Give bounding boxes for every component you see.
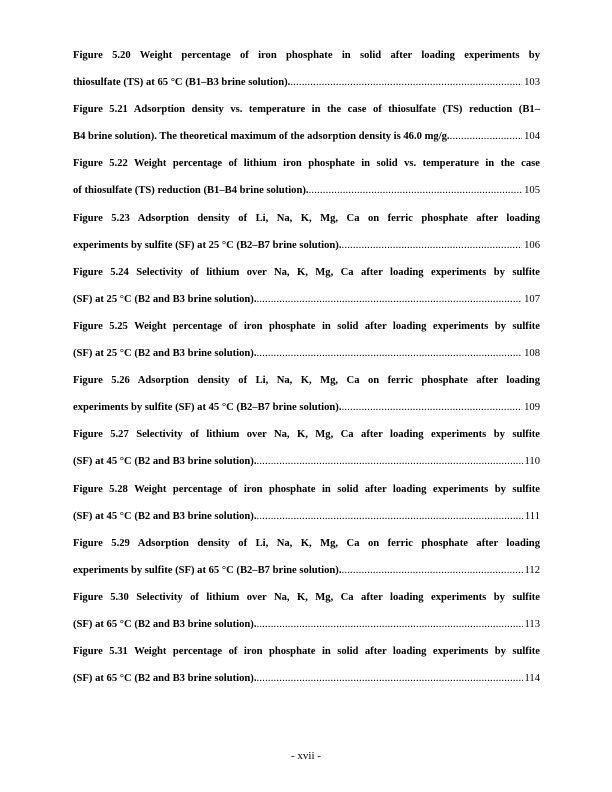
- figure-page-number[interactable]: 104: [524, 131, 540, 143]
- dot-leader: [450, 130, 523, 144]
- dot-leader: [256, 455, 522, 469]
- figure-caption-end: of thiosulfate (TS) reduction (B1–B4 brine solution).: [73, 185, 309, 197]
- figure-entry-line2[interactable]: [73, 293, 540, 307]
- figure-entry-line1[interactable]: Figure 5.29 Adsorption density of Li, Na, K, Mg, Ca on ferric phosphate after loading: [73, 537, 540, 549]
- figure-entry-line2[interactable]: [73, 347, 540, 361]
- figure-caption-end: (SF) at 65 °C (B2 and B3 brine solution).: [73, 673, 257, 685]
- figure-caption-end: (SF) at 65 °C (B2 and B3 brine solution).: [73, 619, 257, 630]
- figure-page-number[interactable]: 112: [524, 564, 540, 576]
- figure-entry-line2[interactable]: [73, 130, 540, 144]
- figure-entry-line2[interactable]: [73, 618, 540, 632]
- figure-entry-line1[interactable]: Figure 5.27 Selectivity of lithium over Na, K, Mg, Ca after loading experiments by sulfite: [73, 429, 540, 441]
- figure-entry-line2[interactable]: [73, 184, 540, 198]
- figure-entry-line1[interactable]: Figure 5.26 Adsorption density of Li, Na, K, Mg, Ca on ferric phosphate after loading: [73, 375, 540, 387]
- figure-caption-end: (SF) at 45 °C (B2 and B3 brine solution).: [73, 456, 257, 468]
- page-number: - xvii -: [291, 750, 321, 762]
- dot-leader: [342, 239, 523, 253]
- figure-entry-line2[interactable]: [73, 510, 540, 524]
- figure-entry-line2[interactable]: [73, 672, 540, 686]
- figure-page-number[interactable]: 105: [524, 185, 540, 197]
- figure-page-number[interactable]: 107: [524, 293, 540, 305]
- figure-entry-line2[interactable]: [73, 564, 540, 578]
- figure-caption-end: experiments by sulfite (SF) at 25 °C (B2–B7 brine solution).: [73, 239, 342, 251]
- figure-entry-line2[interactable]: [73, 401, 540, 415]
- figure-caption-end: B4 brine solution). The theoretical maximum of the adsorption density is 46.0 mg/g.: [73, 131, 450, 143]
- figure-entry-line1[interactable]: Figure 5.20 Weight percentage of iron phosphate in solid after loading experiments by: [73, 50, 540, 61]
- figure-entry-line1[interactable]: Figure 5.28 Weight percentage of iron phosphate in solid after loading experiments by sulfite: [73, 483, 540, 495]
- figure-caption-end: experiments by sulfite (SF) at 45 °C (B2–B7 brine solution).: [73, 402, 342, 414]
- figure-caption-end: thiosulfate (TS) at 65 °C (B1–B3 brine solution).: [73, 77, 291, 88]
- dot-leader: [290, 76, 522, 90]
- figure-page-number[interactable]: 103: [524, 77, 540, 88]
- figure-entry-line1[interactable]: Figure 5.25 Weight percentage of iron phosphate in solid after loading experiments by sulfite: [73, 321, 540, 332]
- figure-page-number[interactable]: 108: [524, 348, 540, 359]
- figure-caption-end: (SF) at 25 °C (B2 and B3 brine solution).: [73, 293, 257, 305]
- dot-leader: [256, 293, 522, 307]
- figure-page-number[interactable]: 113: [524, 619, 540, 630]
- figure-entry-line1[interactable]: Figure 5.22 Weight percentage of lithium iron phosphate in solid vs. temperature in the case: [73, 158, 540, 170]
- figure-caption-end: (SF) at 25 °C (B2 and B3 brine solution).: [73, 348, 257, 359]
- figure-entry-line1[interactable]: Figure 5.23 Adsorption density of Li, Na, K, Mg, Ca on ferric phosphate after loading: [73, 212, 540, 224]
- dot-leader: [256, 672, 522, 686]
- figure-page-number[interactable]: 111: [524, 510, 540, 522]
- dot-leader: [342, 564, 523, 578]
- figure-page-number[interactable]: 109: [524, 402, 540, 414]
- figure-entry-line2[interactable]: [73, 76, 540, 90]
- dot-leader: [309, 184, 523, 198]
- figure-page-number[interactable]: 110: [524, 456, 540, 468]
- figure-page-number[interactable]: 106: [524, 239, 540, 251]
- dot-leader: [342, 401, 523, 415]
- figure-caption-end: (SF) at 45 °C (B2 and B3 brine solution).: [73, 510, 257, 522]
- figure-entry-line1[interactable]: Figure 5.24 Selectivity of lithium over Na, K, Mg, Ca after loading experiments by sulfite: [73, 266, 540, 278]
- figure-caption-end: experiments by sulfite (SF) at 65 °C (B2–B7 brine solution).: [73, 564, 342, 576]
- dot-leader: [256, 618, 522, 632]
- figure-entry-line2[interactable]: [73, 455, 540, 469]
- figure-entry-line1[interactable]: Figure 5.30 Selectivity of lithium over Na, K, Mg, Ca after loading experiments by sulfite: [73, 592, 540, 603]
- figure-entry-line1[interactable]: Figure 5.21 Adsorption density vs. temperature in the case of thiosulfate (TS) reduction (B1–: [73, 104, 540, 116]
- figure-entry-line2[interactable]: [73, 239, 540, 253]
- dot-leader: [256, 347, 522, 361]
- dot-leader: [256, 510, 522, 524]
- figure-entry-line1[interactable]: Figure 5.31 Weight percentage of iron phosphate in solid after loading experiments by sulfite: [73, 646, 540, 658]
- figure-page-number[interactable]: 114: [524, 673, 540, 685]
